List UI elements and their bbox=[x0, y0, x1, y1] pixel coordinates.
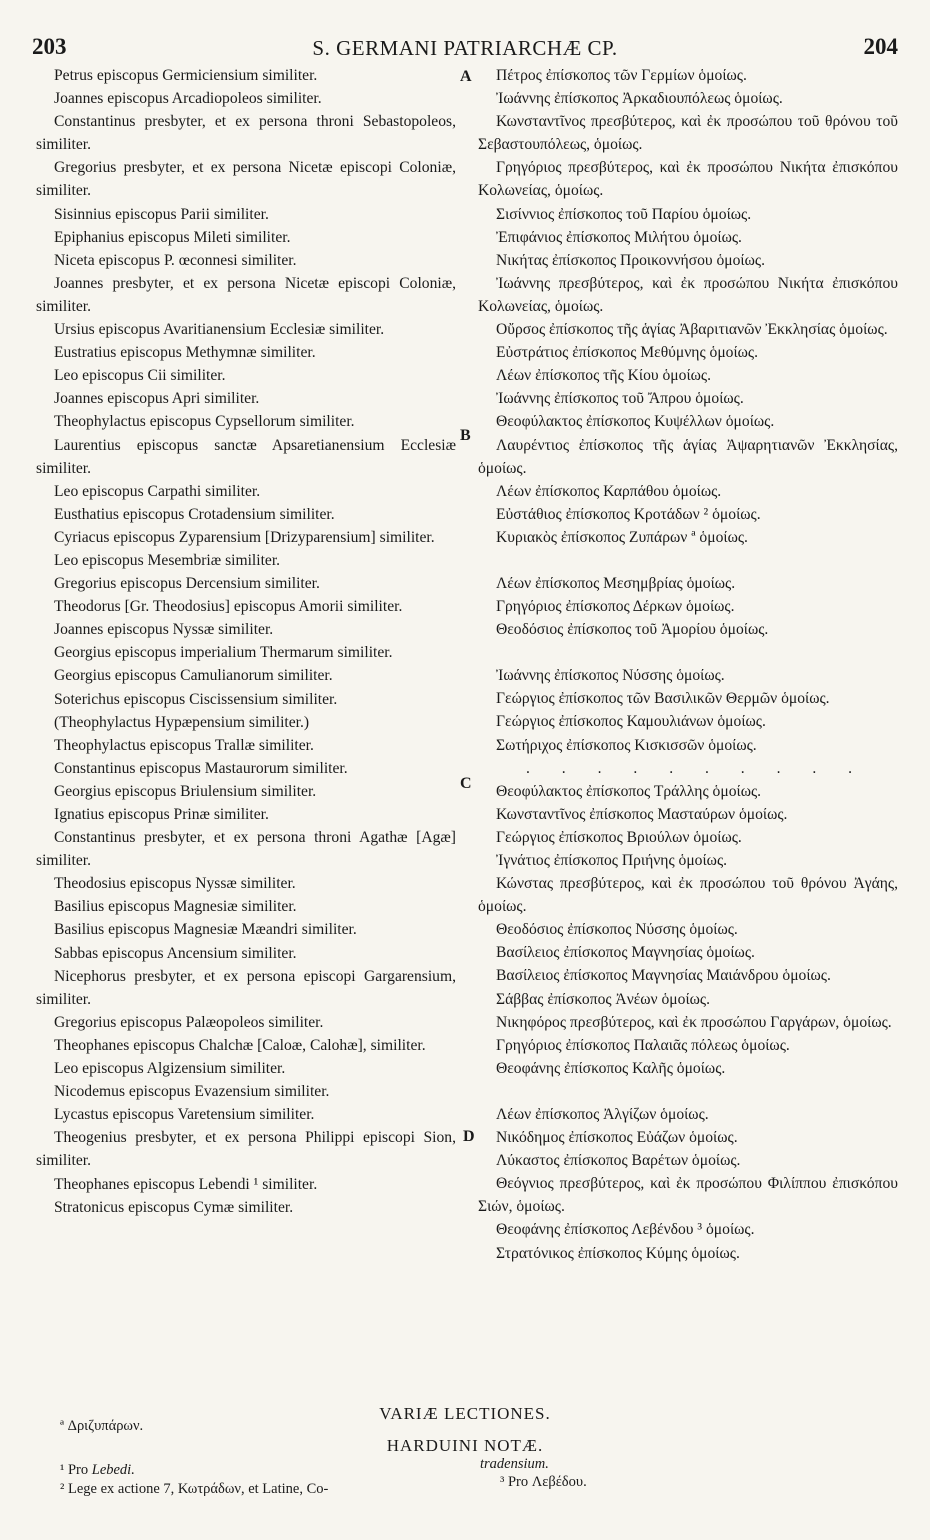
latin-entry: Leo episcopus Carpathi similiter. bbox=[54, 482, 261, 500]
latin-entry: Epiphanius episcopus Mileti similiter. bbox=[54, 228, 291, 246]
greek-entry: Βασίλειος ἐπίσκοπος Μαγνησίας ὁμοίως. bbox=[496, 944, 755, 962]
latin-entry: Nicodemus episcopus Evazensium similiter. bbox=[54, 1083, 330, 1101]
latin-entry: Leo episcopus Algizensium similiter. bbox=[54, 1060, 286, 1078]
latin-entry: Basilius episcopus Magnesiæ Mæandri similiter. bbox=[54, 921, 357, 939]
greek-column bbox=[478, 64, 898, 1265]
latin-entry: Joannes episcopus Apri similiter. bbox=[54, 390, 260, 408]
latin-entry: Petrus episcopus Germiciensium similiter. bbox=[54, 67, 318, 84]
latin-entry: Constantinus presbyter, et ex persona throni Agathæ [Agæ] similiter. bbox=[36, 829, 456, 870]
latin-entry: Lycastus episcopus Varetensium similiter. bbox=[54, 1106, 315, 1124]
latin-entry: Theophanes episcopus Chalchæ [Caloæ, Calohæ], similiter. bbox=[54, 1036, 426, 1054]
latin-entry: Sisinnius episcopus Parii similiter. bbox=[54, 205, 269, 223]
latin-entry: Theophylactus episcopus Cypsellorum similiter. bbox=[54, 413, 355, 431]
greek-entry: Σωτήριχος ἐπίσκοπος Κισκισσῶν ὁμοίως. bbox=[496, 736, 757, 754]
footnote-1-prefix: ¹ Pro bbox=[60, 1462, 92, 1478]
harduini-notae-title: HARDUINI NOTÆ. bbox=[386, 1436, 544, 1455]
variae-lectiones-title: VARIÆ LECTIONES. bbox=[379, 1404, 551, 1423]
greek-entry: Ἐπιφάνιος ἐπίσκοπος Μιλήτου ὁμοίως. bbox=[496, 228, 742, 246]
latin-entry: Leo episcopus Cii similiter. bbox=[54, 367, 226, 385]
latin-entry: Soterichus episcopus Ciscissensium similiter. bbox=[54, 690, 338, 708]
greek-entry: Οὔρσος ἐπίσκοπος τῆς ἁγίας Ἀβαριτιανῶν Ἐκκλησίας ὁμοίως. bbox=[496, 321, 888, 339]
greek-entry: Εὐστράτιος ἐπίσκοπος Μεθύμνης ὁμοίως. bbox=[496, 344, 759, 362]
greek-entry: Νικηφόρος πρεσβύτερος, καὶ ἐκ προσώπου Γαργάρων, ὁμοίως. bbox=[496, 1013, 892, 1031]
greek-entry: Βασίλειος ἐπίσκοπος Μαγνησίας Μαιάνδρου ὁμοίως. bbox=[496, 967, 831, 985]
latin-entry: Georgius episcopus Camulianorum similiter. bbox=[54, 667, 333, 685]
greek-entry: Γρηγόριος πρεσβύτερος, καὶ ἐκ προσώπου Νικήτα ἐπισκόπου Κολωνείας, ὁμοίως. bbox=[478, 159, 898, 200]
latin-entry: (Theophylactus Hypæpensium similiter.) bbox=[54, 713, 310, 731]
greek-entry: Θεοφάνης ἐπίσκοπος Λεβένδου ³ ὁμοίως. bbox=[496, 1221, 755, 1239]
page-number-left: 203 bbox=[32, 34, 67, 59]
footnote-2: ² Lege ex actione 7, Κωτράδων, et Latine, Co- bbox=[60, 1481, 329, 1497]
greek-entry: Ἰωάννης πρεσβύτερος, καὶ ἐκ προσώπου Νικήτα ἐπισκόπου Κολωνείας, ὁμοίως. bbox=[478, 274, 898, 315]
latin-entry: Nicephorus presbyter, et ex persona episcopi Gargarensium, similiter. bbox=[36, 967, 456, 1008]
greek-entry: Ἰωάννης ἐπίσκοπος Νύσσης ὁμοίως. bbox=[496, 667, 725, 685]
greek-entry: Νικόδημος ἐπίσκοπος Εὐάζων ὁμοίως. bbox=[496, 1129, 738, 1147]
latin-entry: Niceta episcopus P. œconnesi similiter. bbox=[54, 251, 297, 269]
greek-entry: Θεοφάνης ἐπίσκοπος Καλῆς ὁμοίως. bbox=[496, 1059, 726, 1077]
greek-entry: Νικήτας ἐπίσκοπος Προικοννήσου ὁμοίως. bbox=[496, 251, 765, 269]
latin-entry: Gregorius presbyter, et ex persona Nicetæ episcopi Coloniæ, similiter. bbox=[36, 159, 456, 200]
latin-entry: Eusthatius episcopus Crotadensium similiter. bbox=[54, 505, 335, 523]
greek-entry: Θεοδόσιος ἐπίσκοπος τοῦ Ἀμορίου ὁμοίως. bbox=[496, 621, 769, 639]
greek-entry: Λέων ἐπίσκοπος τῆς Κίου ὁμοίως. bbox=[496, 367, 712, 385]
margin-marker-d: D bbox=[463, 1128, 475, 1145]
latin-entry: Joannes presbyter, et ex persona Nicetæ episcopi Coloniæ, similiter. bbox=[36, 274, 456, 315]
variant-note: ª Δριζυπάρων. bbox=[60, 1418, 144, 1434]
latin-column bbox=[36, 64, 456, 1219]
greek-entry: Πέτρος ἐπίσκοπος τῶν Γερμίων ὁμοίως. bbox=[496, 67, 747, 84]
latin-entry: Georgius episcopus imperialium Thermarum similiter. bbox=[54, 644, 393, 662]
greek-entry: Σισίννιος ἐπίσκοπος τοῦ Παρίου ὁμοίως. bbox=[496, 205, 752, 223]
greek-entry: Γρηγόριος ἐπίσκοπος Δέρκων ὁμοίως. bbox=[496, 598, 735, 616]
greek-entry: Θεοφύλακτος ἐπίσκοπος Τράλλης ὁμοίως. bbox=[496, 782, 762, 800]
greek-spacer bbox=[478, 1080, 898, 1103]
greek-entry: Ἰωάννης ἐπίσκοπος τοῦ Ἄπρου ὁμοίως. bbox=[496, 390, 744, 408]
greek-spacer bbox=[478, 549, 898, 572]
greek-entry: Λέων ἐπίσκοπος Καρπάθου ὁμοίως. bbox=[496, 482, 722, 500]
page-header bbox=[30, 34, 900, 64]
latin-entry: Joannes episcopus Arcadiopoleos similiter. bbox=[54, 90, 322, 108]
footnote-3: ³ Pro Λεβέδου. bbox=[500, 1474, 587, 1490]
latin-entry: Stratonicus episcopus Cymæ similiter. bbox=[54, 1198, 294, 1216]
page-number-right: 204 bbox=[863, 34, 898, 59]
greek-entry: Εὐστάθιος ἐπίσκοπος Κροτάδων ² ὁμοίως. bbox=[496, 505, 761, 523]
latin-entry: Constantinus episcopus Mastaurorum similiter. bbox=[54, 759, 348, 777]
greek-entry: Λέων ἐπίσκοπος Μεσημβρίας ὁμοίως. bbox=[496, 574, 736, 592]
greek-spacer bbox=[478, 641, 898, 664]
greek-entry: Ἰωάννης ἐπίσκοπος Ἀρκαδιουπόλεως ὁμοίως. bbox=[496, 90, 783, 108]
latin-entry: Leo episcopus Mesembriæ similiter. bbox=[54, 551, 281, 569]
footnote-1-italic: Lebedi. bbox=[91, 1462, 135, 1478]
latin-entry: Gregorius episcopus Palæopoleos similiter. bbox=[54, 1013, 324, 1031]
greek-entry: Ἰγνάτιος ἐπίσκοπος Πριήνης ὁμοίως. bbox=[496, 852, 728, 869]
greek-entry: Κωνσταντῖνος ἐπίσκοπος Μασταύρων ὁμοίως. bbox=[496, 805, 788, 823]
latin-entry: Theodosius episcopus Nyssæ similiter. bbox=[54, 875, 296, 893]
greek-entry: Λύκαστος ἐπίσκοπος Βαρέτων ὁμοίως. bbox=[496, 1152, 741, 1170]
latin-entry: Theophanes episcopus Lebendi ¹ similiter. bbox=[54, 1175, 318, 1193]
latin-entry: Eustratius episcopus Methymnæ similiter. bbox=[54, 344, 316, 362]
greek-entry: Λαυρέντιος ἐπίσκοπος τῆς ἁγίας Ἀψαρητιανῶν Ἐκκλησίας, ὁμοίως. bbox=[478, 436, 898, 477]
latin-entry: Cyriacus episcopus Zyparensium [Drizyparensium] similiter. bbox=[54, 528, 435, 546]
running-head: S. GERMANI PATRIARCHÆ CP. bbox=[312, 36, 618, 60]
greek-entry: Κώνστας πρεσβύτερος, καὶ ἐκ προσώπου τοῦ θρόνου Ἀγάης, ὁμοίως. bbox=[478, 875, 898, 916]
greek-entry: Γεώργιος ἐπίσκοπος τῶν Βασιλικῶν Θερμῶν ὁμοίως. bbox=[496, 690, 830, 708]
latin-entry: Theogenius presbyter, et ex persona Philippi episcopi Sion, similiter. bbox=[36, 1129, 456, 1170]
latin-entry: Theophylactus episcopus Trallæ similiter. bbox=[54, 736, 314, 754]
latin-entry: Joannes episcopus Nyssæ similiter. bbox=[54, 621, 274, 639]
margin-marker-c: C bbox=[460, 775, 472, 792]
greek-entry: Γεώργιος ἐπίσκοπος Καμουλιάνων ὁμοίως. bbox=[496, 713, 766, 731]
greek-entry: . . . . . . . . . . bbox=[526, 759, 867, 777]
latin-entry: Sabbas episcopus Ancensium similiter. bbox=[54, 944, 297, 962]
margin-marker-a: A bbox=[460, 68, 472, 85]
footnote-1 bbox=[60, 1462, 135, 1479]
greek-entry: Θεοφύλακτος ἐπίσκοπος Κυψέλλων ὁμοίως. bbox=[496, 413, 775, 431]
greek-entry: Κωνσταντῖνος πρεσβύτερος, καὶ ἐκ προσώπου τοῦ θρόνου τοῦ Σεβαστουπόλεως, ὁμοίως. bbox=[478, 113, 898, 154]
greek-entry: Κυριακὸς ἐπίσκοπος Ζυπάρων ª ὁμοίως. bbox=[496, 528, 748, 546]
latin-entry: Ursius episcopus Avaritianensium Ecclesiæ similiter. bbox=[54, 321, 385, 339]
latin-entry: Laurentius episcopus sanctæ Apsaretianensium Ecclesiæ similiter. bbox=[36, 436, 456, 477]
greek-entry: Γρηγόριος ἐπίσκοπος Παλαιᾶς πόλεως ὁμοίως. bbox=[496, 1036, 790, 1054]
footnote-2-continuation: tradensium. bbox=[480, 1456, 549, 1472]
greek-entry: Στρατόνικος ἐπίσκοπος Κύμης ὁμοίως. bbox=[496, 1244, 740, 1262]
latin-entry: Constantinus presbyter, et ex persona throni Sebastopoleos, similiter. bbox=[36, 113, 456, 154]
latin-entry: Theodorus [Gr. Theodosius] episcopus Amorii similiter. bbox=[54, 598, 403, 616]
margin-marker-b: B bbox=[460, 427, 471, 444]
greek-entry: Λέων ἐπίσκοπος Ἀλγίζων ὁμοίως. bbox=[496, 1105, 709, 1123]
latin-entry: Basilius episcopus Magnesiæ similiter. bbox=[54, 898, 297, 916]
latin-entry: Ignatius episcopus Prinæ similiter. bbox=[54, 806, 269, 823]
greek-entry: Σάββας ἐπίσκοπος Ἀνέων ὁμοίως. bbox=[496, 990, 710, 1008]
greek-entry: Θεοδόσιος ἐπίσκοπος Νύσσης ὁμοίως. bbox=[496, 921, 738, 939]
latin-entry: Gregorius episcopus Dercensium similiter. bbox=[54, 575, 320, 593]
latin-entry: Georgius episcopus Briulensium similiter. bbox=[54, 782, 317, 800]
greek-entry: Γεώργιος ἐπίσκοπος Βριούλων ὁμοίως. bbox=[496, 828, 742, 846]
greek-entry: Θεόγνιος πρεσβύτερος, καὶ ἐκ προσώπου Φιλίππου ἐπισκόπου Σιών, ὁμοίως. bbox=[478, 1175, 898, 1216]
